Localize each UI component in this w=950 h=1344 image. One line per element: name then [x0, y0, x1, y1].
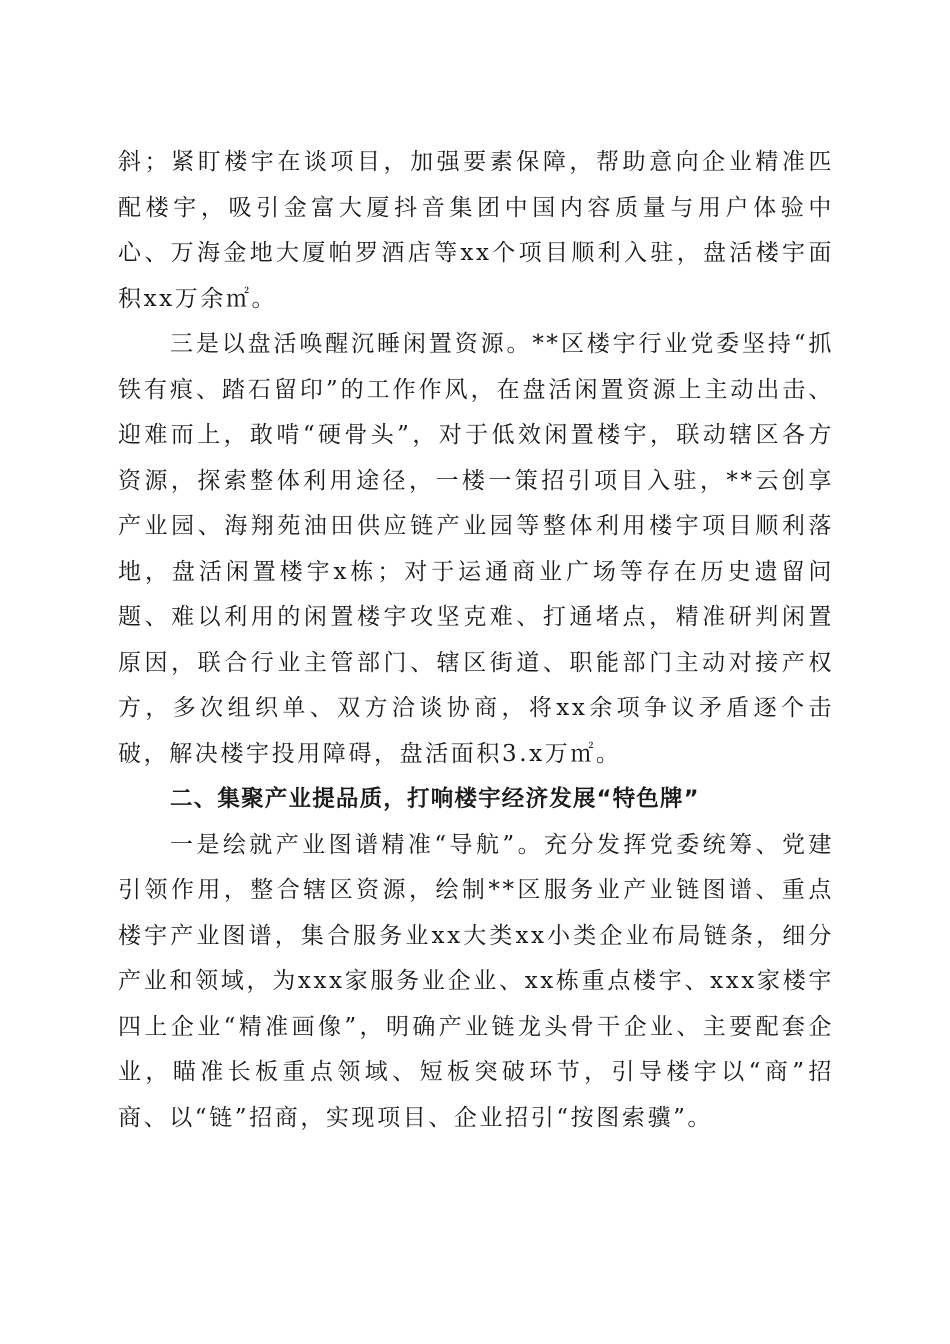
paragraph-continuation: 斜；紧盯楼宇在谈项目，加强要素保障，帮助意向企业精准匹配楼宇，吸引金富大厦抖音集团中国内容质量与用户体验中心、万海金地大厦帕罗酒店等xx个项目顺利入驻，盘活楼宇面积xx万余㎡。 — [118, 149, 834, 312]
document-body — [118, 140, 834, 1141]
paragraph-industry-map: 一是绘就产业图谱精准“导航”。充分发挥党委统筹、党建引领作用，整合辖区资源，绘制**区服务业产业链图谱、重点楼宇产业图谱，集合服务业xx大类xx小类企业布局链条，细分产业和领域，为xxx家服务业企业、xx栋重点楼宇、xxx家楼宇四上企业“精准画像”，明确产业链龙头骨干企业、主要配套企业，瞄准长板重点领域、短板突破环节，引导楼宇以“商”招商、以“链”招商，实现项目、企业招引“按图索骥”。 — [118, 831, 834, 1131]
paragraph-revitalize-idle-resources: 三是以盘活唤醒沉睡闲置资源。**区楼宇行业党委坚持“抓铁有痕、踏石留印”的工作作风，在盘活闲置资源上主动出击、迎难而上，敢啃“硬骨头”，对于低效闲置楼宇，联动辖区各方资源，探索整体利用途径，一楼一策招引项目入驻，**云创享产业园、海翔苑油田供应链产业园等整体利用楼宇项目顺利落地，盘活闲置楼宇x栋；对于运通商业广场等存在历史遗留问题、难以利用的闲置楼宇攻坚克难、打通堵点，精准研判闲置原因，联合行业主管部门、辖区街道、职能部门主动对接产权方，多次组织单、双方洽谈协商，将xx余项争议矛盾逐个击破，解决楼宇投用障碍，盘活面积3.x万㎡。 — [118, 331, 834, 767]
section-heading: 二、集聚产业提品质，打响楼宇经济发展“特色牌” — [170, 786, 700, 812]
